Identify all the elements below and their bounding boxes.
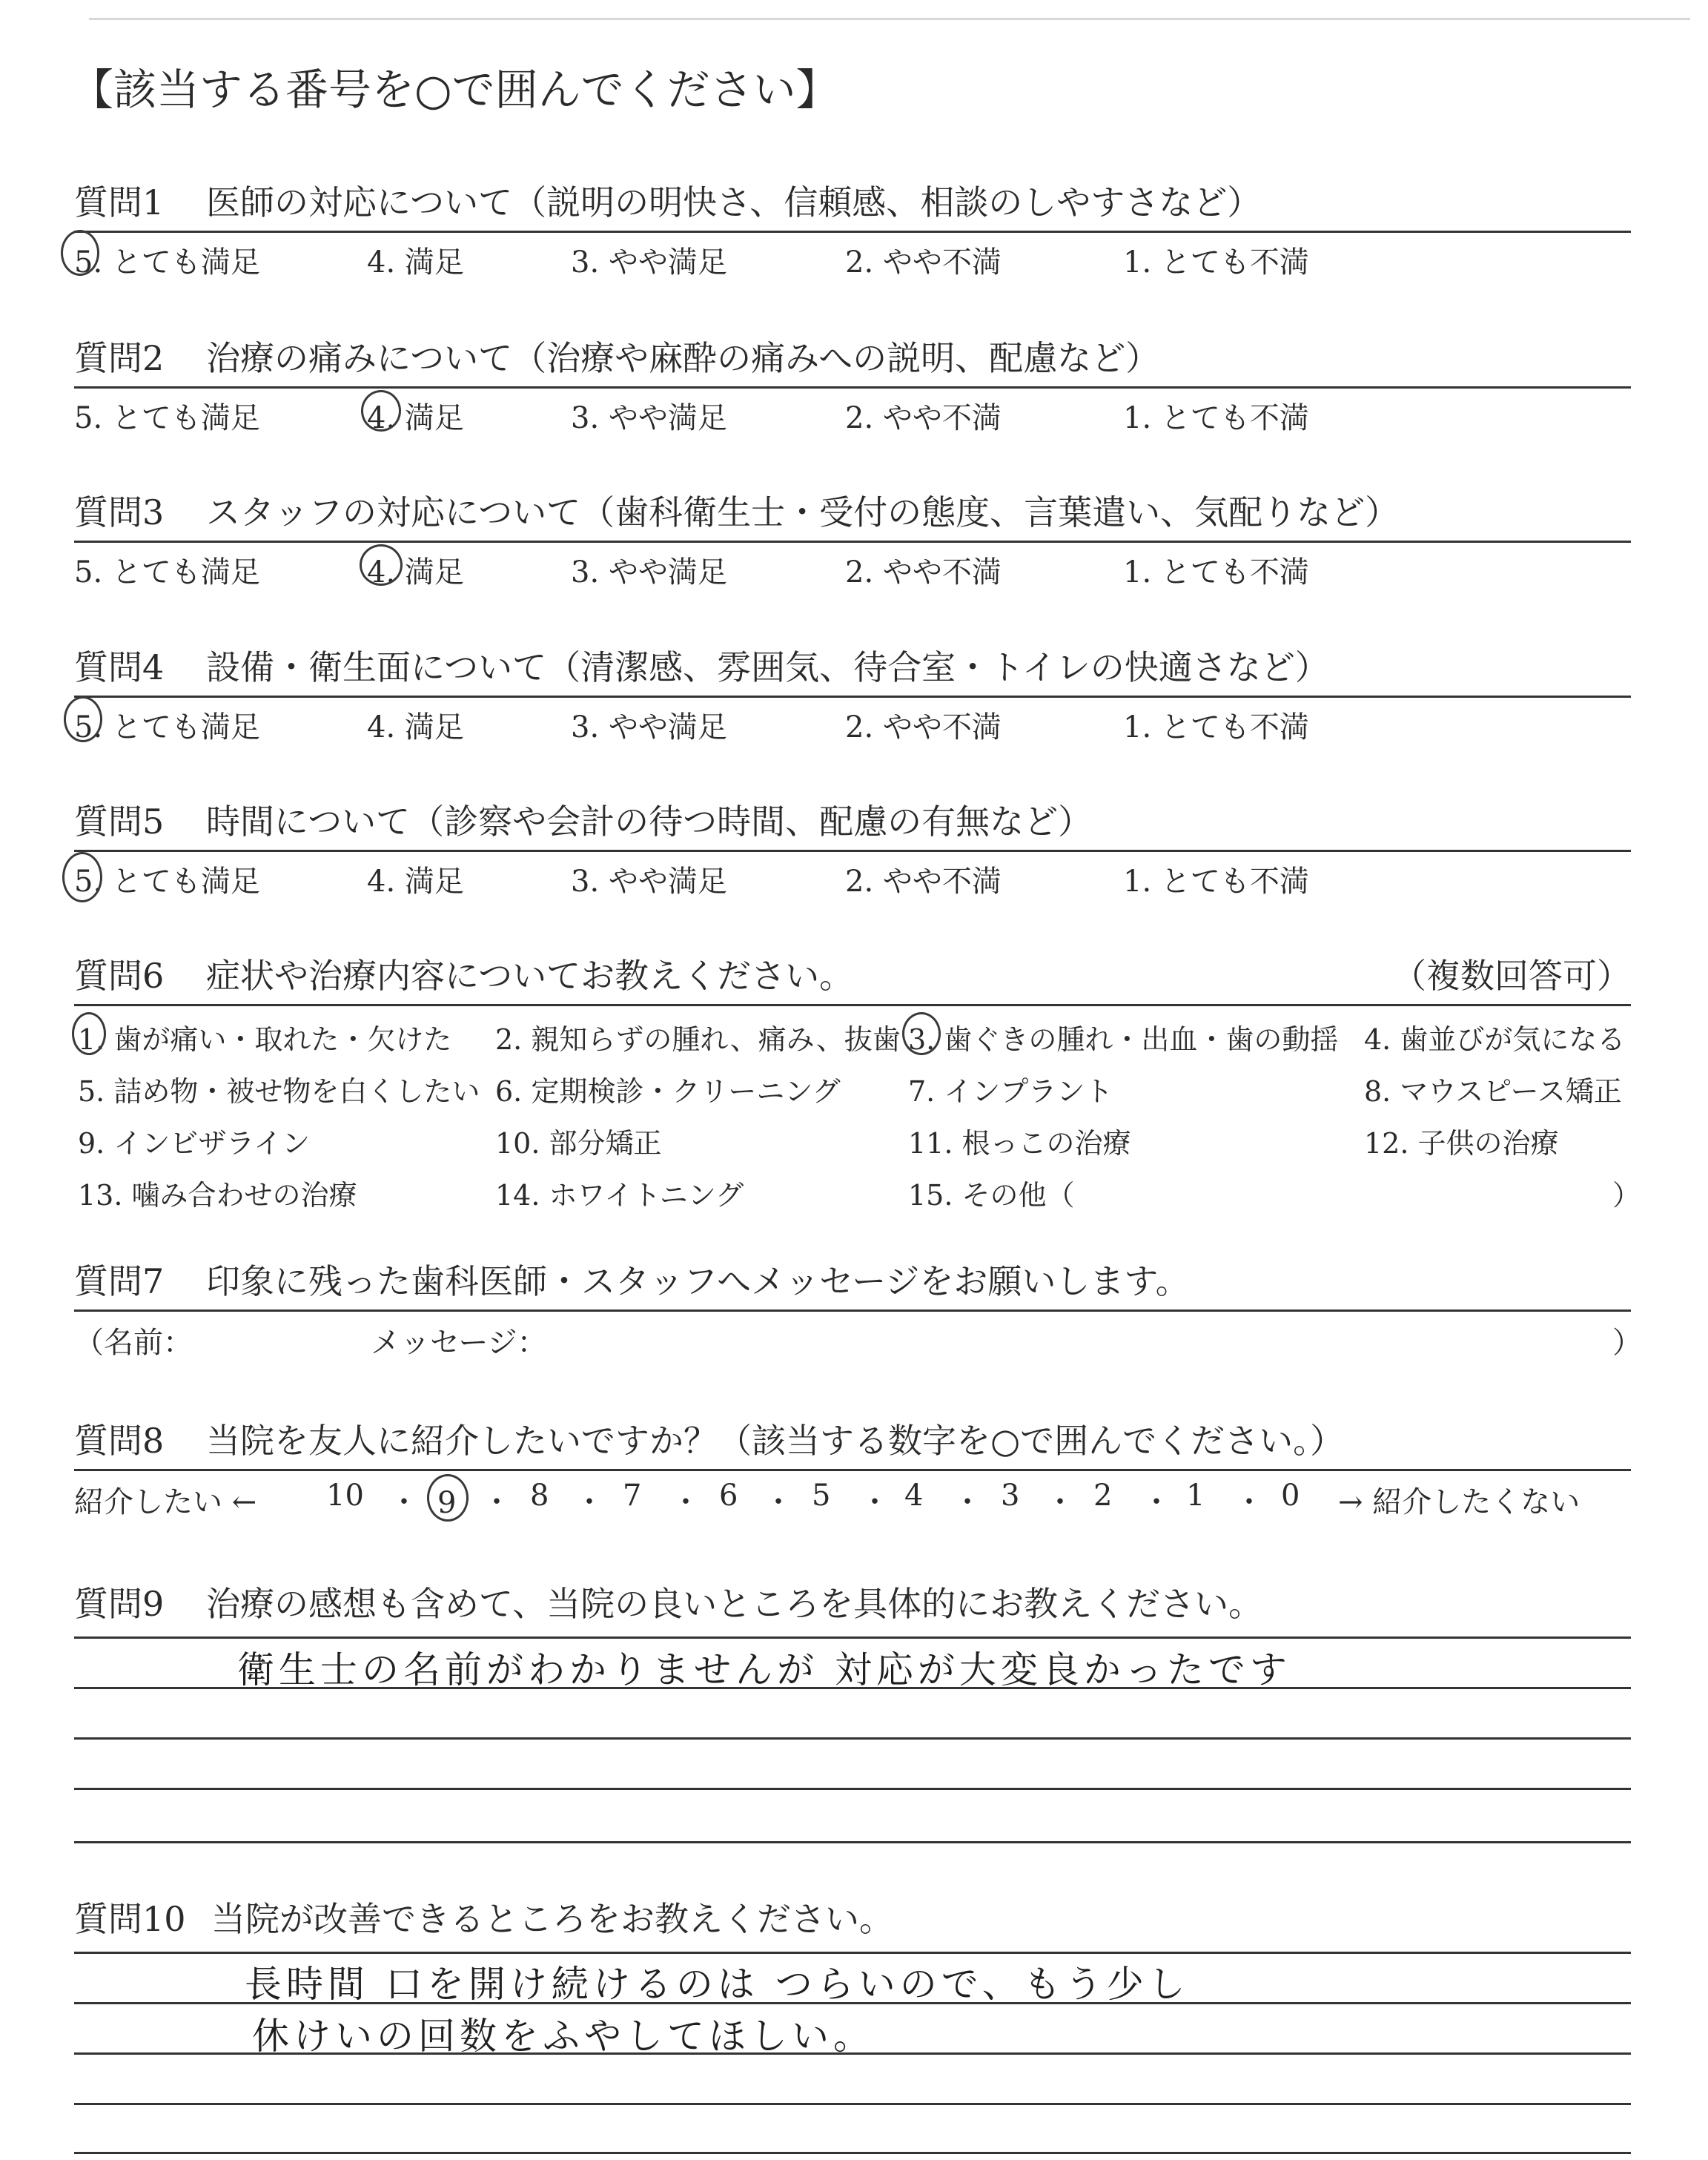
option-1[interactable]: 1. とても不満: [1123, 245, 1309, 280]
scale-3[interactable]: 3: [1001, 1479, 1020, 1513]
question-1-header: [74, 159, 1631, 233]
symptom-6[interactable]: 6. 定期検診・クリーニング: [495, 1075, 841, 1108]
question-5-label: 質問5: [74, 802, 165, 842]
question-2-options: [74, 389, 1631, 433]
question-2-text: 治療の痛みについて（治療や麻酔の痛みへの説明、配慮など）: [206, 338, 1160, 378]
question-2-label: 質問2: [74, 338, 165, 378]
question-9-header: [74, 1568, 1631, 1632]
scale-8[interactable]: 8: [530, 1479, 549, 1513]
symptom-14[interactable]: 14. ホワイトニング: [495, 1179, 744, 1212]
answer-line: [74, 1636, 1631, 1639]
question-1: [74, 159, 1631, 280]
question-4-options: [74, 698, 1631, 742]
scale-dot: ・: [575, 1485, 604, 1519]
question-1-label: 質問1: [74, 182, 165, 222]
option-1[interactable]: 1. とても不満: [1123, 710, 1309, 744]
question-6-text: 症状や治療内容についてお教えください。: [206, 956, 854, 996]
name-field-label[interactable]: （名前：: [74, 1326, 193, 1360]
option-2[interactable]: 2. やや不満: [845, 555, 1002, 589]
question-8-text: 当院を友人に紹介したいですか？（該当する数字を○で囲んでください。）: [206, 1421, 1345, 1461]
q10-handwritten-line-2: 休けいの回数をふやしてほしい。: [252, 2015, 875, 2058]
option-4[interactable]: 4. 満足: [367, 245, 464, 280]
scale-0[interactable]: 0: [1281, 1479, 1300, 1513]
option-3[interactable]: 3. やや満足: [571, 245, 727, 280]
answer-line: [74, 1841, 1631, 1843]
option-5[interactable]: 5. とても満足: [74, 704, 260, 746]
question-1-text: 医師の対応について（説明の明快さ、信頼感、相談のしやすさなど）: [206, 182, 1262, 222]
scale-dot: ・: [671, 1485, 701, 1519]
question-7: [74, 1238, 1642, 1360]
option-5[interactable]: 5. とても満足: [74, 401, 260, 435]
answer-line: [74, 2103, 1631, 2105]
question-3-header: [74, 469, 1631, 543]
option-2[interactable]: 2. やや不満: [845, 401, 1002, 435]
question-8-label: 質問8: [74, 1421, 165, 1461]
question-3: [74, 469, 1631, 587]
question-7-text: 印象に残った歯科医師・スタッフへメッセージをお願いします。: [206, 1261, 1190, 1301]
question-3-text: スタッフの対応について（歯科衛生士・受付の態度、言葉遣い、気配りなど）: [206, 492, 1400, 532]
question-5-text: 時間について（診察や会計の待つ時間、配慮の有無など）: [206, 802, 1093, 842]
message-field-label[interactable]: メッセージ：: [371, 1326, 547, 1360]
option-3[interactable]: 3. やや満足: [571, 555, 727, 589]
question-10-header: [74, 1883, 1631, 1947]
symptom-7[interactable]: 7. インプラント: [908, 1075, 1113, 1108]
symptom-13[interactable]: 13. 噛み合わせの治療: [78, 1179, 357, 1212]
symptom-2[interactable]: 2. 親知らずの腫れ、痛み、抜歯: [495, 1023, 901, 1056]
question-7-fields: [74, 1312, 1642, 1360]
question-10-text: 当院が改善できるところをお教えください。: [211, 1899, 893, 1939]
scale-right-label: → 紹介したくない: [1338, 1485, 1580, 1519]
option-1[interactable]: 1. とても不満: [1123, 865, 1309, 899]
option-2[interactable]: 2. やや不満: [845, 710, 1002, 744]
answer-line: [74, 1737, 1631, 1740]
scale-dot: ・: [860, 1485, 890, 1519]
scale-dot: ・: [1142, 1485, 1171, 1519]
question-10-label: 質問10: [74, 1899, 186, 1939]
question-5: [74, 779, 1631, 899]
option-4[interactable]: 4. 満足: [367, 710, 464, 744]
question-6-note: （複数回答可）: [1392, 956, 1631, 996]
question-3-label: 質問3: [74, 492, 165, 532]
symptom-11[interactable]: 11. 根っこの治療: [908, 1127, 1131, 1160]
scale-dot: ・: [1045, 1485, 1075, 1519]
question-1-options: [74, 233, 1631, 280]
option-4[interactable]: 4. 満足: [367, 549, 464, 591]
question-9: [74, 1568, 1631, 1632]
question-8: [74, 1398, 1631, 1523]
question-5-options: [74, 852, 1631, 899]
option-5[interactable]: 5. とても満足: [74, 858, 260, 900]
q10-handwritten-line-1: 長時間 口を開け続けるのは つらいので、もう少し: [245, 1963, 1190, 2006]
symptom-4[interactable]: 4. 歯並びが気になる: [1364, 1023, 1626, 1056]
symptom-8[interactable]: 8. マウスピース矯正: [1364, 1075, 1622, 1108]
question-4-text: 設備・衛生面について（清潔感、雰囲気、待合室・トイレの快適さなど）: [206, 647, 1329, 687]
option-3[interactable]: 3. やや満足: [571, 710, 727, 744]
scale-10[interactable]: 10: [326, 1479, 364, 1513]
scale-1[interactable]: 1: [1186, 1479, 1205, 1513]
scale-dot: ・: [764, 1485, 793, 1519]
symptom-12[interactable]: 12. 子供の治療: [1364, 1127, 1559, 1160]
symptom-5[interactable]: 5. 詰め物・被せ物を白くしたい: [78, 1075, 480, 1108]
question-2: [74, 315, 1631, 433]
option-4[interactable]: 4. 満足: [367, 394, 464, 437]
answer-line: [74, 1952, 1631, 1954]
question-6-label: 質問6: [74, 956, 165, 996]
question-6: [74, 933, 1641, 1229]
question-4-label: 質問4: [74, 647, 165, 687]
symptom-10[interactable]: 10. 部分矯正: [495, 1127, 662, 1160]
question-4: [74, 624, 1631, 742]
question-9-label: 質問9: [74, 1584, 165, 1624]
symptom-15-close: ）: [1612, 1179, 1641, 1212]
scale-left-label: 紹介したい ←: [74, 1485, 257, 1519]
symptom-3[interactable]: 3. 歯ぐきの腫れ・出血・歯の動揺: [908, 1017, 1338, 1057]
question-6-options: [74, 1006, 1641, 1229]
page-title: 【該当する番号を○で囲んでください】: [70, 65, 839, 115]
option-3[interactable]: 3. やや満足: [571, 865, 727, 899]
q9-handwritten-answer: 衛生士の名前がわかりませんが 対応が大変良かったです: [237, 1648, 1291, 1691]
question-2-header: [74, 315, 1631, 389]
question-9-text: 治療の感想も含めて、当院の良いところを具体的にお教えください。: [206, 1584, 1263, 1624]
option-3[interactable]: 3. やや満足: [571, 401, 727, 435]
scale-2[interactable]: 2: [1093, 1479, 1113, 1513]
option-5[interactable]: 5. とても満足: [74, 555, 260, 589]
scale-dot: ・: [1234, 1485, 1264, 1519]
question-5-header: [74, 779, 1631, 852]
symptom-1[interactable]: 1. 歯が痛い・取れた・欠けた: [78, 1017, 451, 1057]
option-4[interactable]: 4. 満足: [367, 865, 464, 899]
answer-line: [74, 1788, 1631, 1790]
question-3-options: [74, 543, 1631, 587]
scale-dot: ・: [389, 1485, 419, 1519]
option-1[interactable]: 1. とても不満: [1123, 555, 1309, 589]
scale-6[interactable]: 6: [719, 1479, 738, 1513]
message-close: ）: [1612, 1326, 1642, 1360]
scale-5[interactable]: 5: [812, 1479, 831, 1513]
question-4-header: [74, 624, 1631, 698]
symptom-9[interactable]: 9. インビザライン: [78, 1127, 311, 1160]
scale-7[interactable]: 7: [623, 1479, 642, 1513]
top-rule: [89, 18, 1690, 20]
answer-line: [74, 2152, 1631, 2154]
option-2[interactable]: 2. やや不満: [845, 865, 1002, 899]
question-7-header: [74, 1238, 1631, 1312]
symptom-15[interactable]: 15. その他（: [908, 1179, 1075, 1212]
question-10: [74, 1883, 1631, 1947]
recommend-scale: 紹介したい ← 10 ・ 9 ・ 8 ・ 7 ・ 6 ・ 5 ・ 4 ・ 3 ・ 2 ・ 1 ・ 0 → 紹介したくない: [74, 1471, 1631, 1523]
option-1[interactable]: 1. とても不満: [1123, 401, 1309, 435]
scale-4[interactable]: 4: [904, 1479, 924, 1513]
option-5[interactable]: 5. とても満足: [74, 239, 260, 281]
question-6-header: [74, 933, 1631, 1006]
question-7-label: 質問7: [74, 1261, 165, 1301]
question-8-header: [74, 1398, 1631, 1471]
scale-dot: ・: [482, 1485, 512, 1519]
option-2[interactable]: 2. やや不満: [845, 245, 1002, 280]
scale-dot: ・: [953, 1485, 982, 1519]
